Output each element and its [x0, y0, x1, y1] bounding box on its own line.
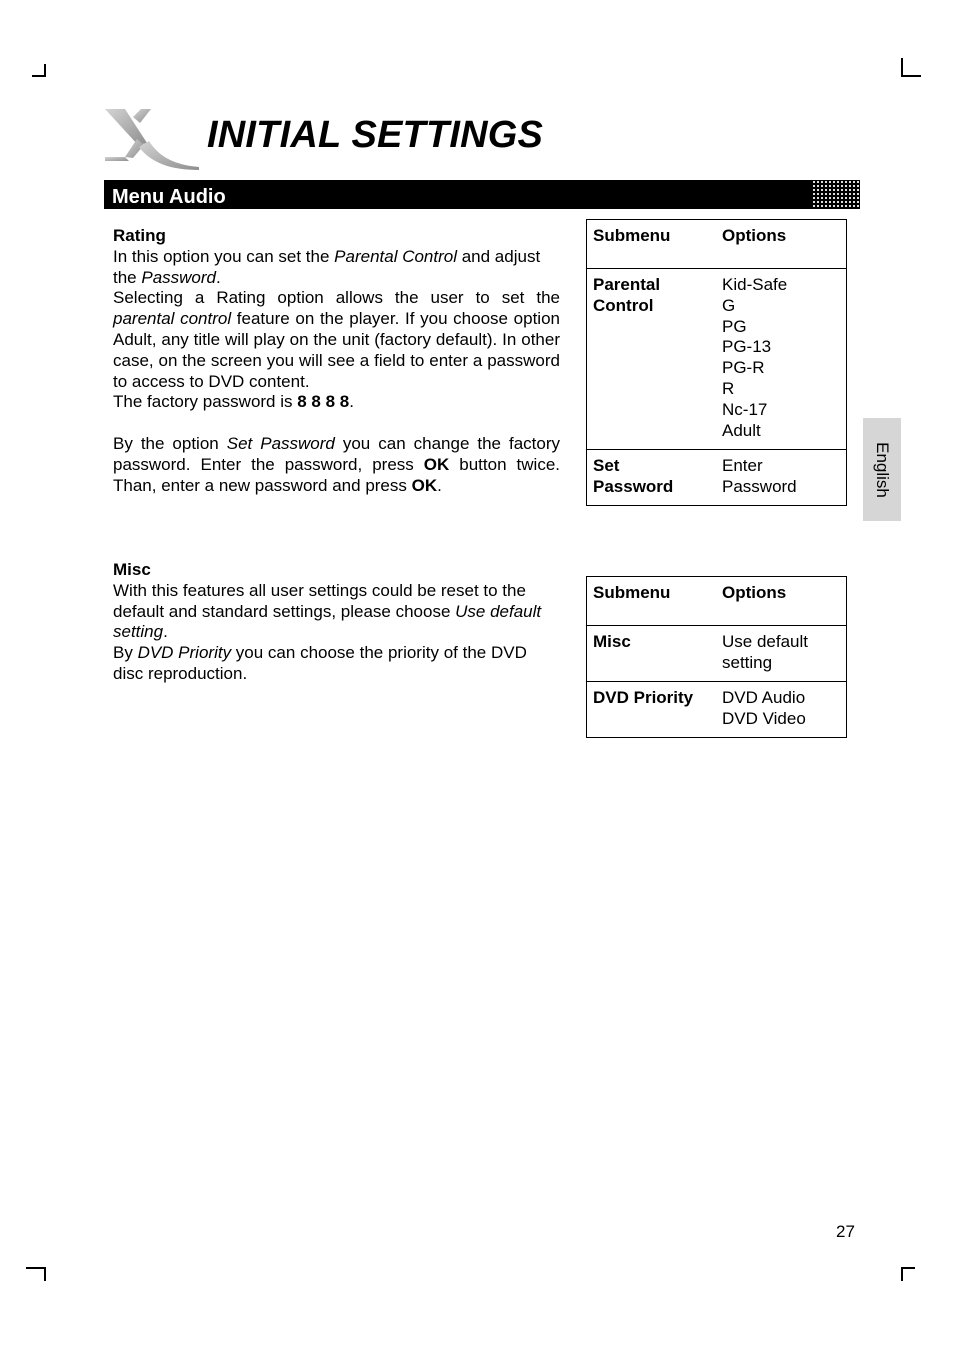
- text-run-italic: DVD Priority: [137, 643, 232, 663]
- text-run: you can change the factory password. Enter the password, press: [113, 433, 560, 474]
- section-header-bar: [104, 180, 860, 209]
- text-run: Selecting a Rating option allows the user to set the: [113, 288, 560, 308]
- text-run-italic: Set Password: [226, 433, 335, 453]
- text-run: In this option you can set the: [113, 246, 335, 266]
- text-run-italic: Password: [141, 267, 216, 287]
- column-header-submenu: Submenu: [587, 577, 717, 626]
- text-run: The factory password is: [113, 392, 298, 412]
- text-run: By the option: [113, 433, 227, 453]
- option-value: R: [722, 378, 735, 398]
- rating-options-table: [586, 219, 847, 506]
- option-value: Password: [722, 476, 797, 496]
- table-header-row: [587, 220, 847, 269]
- text-run-italic: Parental Control: [334, 246, 457, 266]
- submenu-cell: Misc: [587, 626, 717, 682]
- column-header-options: Options: [716, 577, 847, 626]
- text-run: .: [349, 392, 354, 412]
- text-run: you can choose the priority of the DVD disc reproduction.: [113, 643, 527, 683]
- options-cell: [716, 450, 847, 506]
- option-value: DVD Audio: [722, 688, 806, 707]
- rating-paragraph-2: [113, 288, 560, 392]
- column-header-options: Options: [716, 220, 847, 269]
- language-tab-label: English: [873, 441, 892, 498]
- factory-password-line: [113, 392, 560, 413]
- text-run-italic: Use default setting: [113, 601, 542, 642]
- section-title: Menu Audio: [112, 186, 226, 208]
- misc-options-table: [586, 576, 847, 738]
- options-cell: [716, 626, 847, 682]
- brand-x-logo: [103, 105, 201, 171]
- text-run-italic: parental control: [113, 309, 232, 329]
- crop-mark-bottom-right: [901, 1267, 915, 1269]
- crop-mark-top-right: [901, 75, 921, 77]
- options-cell: [716, 269, 847, 450]
- option-value: Nc-17: [722, 399, 768, 419]
- misc-paragraph-1: [113, 581, 560, 643]
- crop-mark-bottom-left: [26, 1267, 46, 1269]
- text-run: feature on the player. If you choose option Adult, any title will play on the unit (factory default). In other case, on the screen you will see a field to enter a password to access to DVD content.: [113, 309, 560, 391]
- text-run: .: [216, 267, 221, 287]
- option-value: PG: [722, 316, 747, 336]
- halftone-decoration: [812, 180, 860, 209]
- submenu-cell: [587, 269, 717, 450]
- option-value: Use default: [722, 632, 808, 651]
- submenu-label: Password: [593, 476, 674, 496]
- table-header-row: [587, 577, 847, 626]
- options-cell: [716, 682, 847, 738]
- crop-mark-bottom-right: [901, 1267, 903, 1281]
- text-run: button twice. Than, enter a new password and press: [113, 454, 560, 495]
- option-value: Adult: [722, 420, 761, 440]
- option-value: PG-13: [722, 337, 772, 357]
- column-header-submenu: Submenu: [587, 220, 717, 269]
- rating-paragraph-3: [113, 434, 560, 496]
- option-value: G: [722, 295, 736, 315]
- submenu-cell: DVD Priority: [587, 682, 717, 738]
- text-run-bold: OK: [423, 454, 450, 474]
- page-title: INITIAL SETTINGS: [207, 114, 544, 156]
- submenu-label: Control: [593, 295, 654, 315]
- rating-heading: Rating: [113, 226, 166, 245]
- crop-mark-bottom-left: [44, 1267, 46, 1281]
- submenu-label: Parental: [593, 275, 661, 294]
- misc-paragraph-2: [113, 643, 560, 685]
- page-number: 27: [836, 1222, 855, 1241]
- option-value: Kid-Safe: [722, 275, 788, 294]
- text-run: .: [163, 622, 168, 642]
- paragraph-gap: [113, 413, 560, 434]
- option-value: setting: [722, 652, 773, 672]
- text-run: By: [113, 643, 138, 663]
- option-value: PG-R: [722, 358, 765, 378]
- text-run: With this features all user settings could be reset to the default and standard settings, please choose: [113, 580, 526, 621]
- misc-heading: Misc: [113, 560, 151, 579]
- table-row: [587, 626, 847, 682]
- language-tab: [863, 418, 901, 521]
- text-run-bold: OK: [411, 475, 438, 495]
- submenu-label: Set: [593, 456, 620, 475]
- option-value: Enter: [722, 456, 763, 475]
- rating-paragraph-1: [113, 247, 560, 289]
- table-row: [587, 682, 847, 738]
- table-row: [587, 450, 847, 506]
- table-row: [587, 269, 847, 450]
- rating-text-block: [113, 226, 560, 496]
- submenu-cell: [587, 450, 717, 506]
- option-value: DVD Video: [722, 708, 806, 728]
- misc-text-block: [113, 560, 560, 685]
- crop-mark-top-left: [32, 75, 46, 77]
- text-run: .: [437, 475, 442, 495]
- factory-password: 8 8 8 8: [297, 392, 350, 412]
- text-run: and adjust the: [113, 246, 541, 287]
